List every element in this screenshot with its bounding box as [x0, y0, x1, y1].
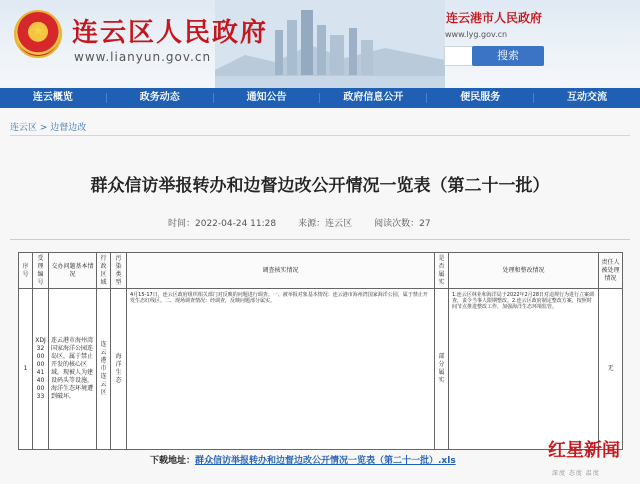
- cell-type: 海洋生态: [111, 289, 127, 450]
- col-header-result: 处理和整改情况: [449, 253, 599, 289]
- nav-item-news[interactable]: 政务动态: [139, 92, 180, 103]
- site-url: www.lianyun.gov.cn: [74, 50, 212, 64]
- cell-is-true: 部分属实: [435, 289, 449, 450]
- breadcrumb-current[interactable]: 边督边改: [50, 123, 87, 133]
- site-title[interactable]: 连云区人民政府: [72, 18, 269, 48]
- col-header-district: 行政区域: [97, 253, 111, 289]
- col-header-is-true: 是否属实: [435, 253, 449, 289]
- cell-accountability: 无: [599, 289, 623, 450]
- table-row: [19, 289, 623, 450]
- search-button[interactable]: 搜索: [472, 46, 544, 66]
- breadcrumb: [10, 120, 86, 133]
- cell-summary: 连云港市海州湾国家海洋公园连岛区，属于禁止开发的核心区域，现被人为建设码头等设施，海洋生态环境遭到破坏。: [49, 289, 97, 450]
- header-banner: [0, 0, 640, 88]
- watermark-tagline: 深度 态度 温度: [552, 470, 600, 477]
- divider: [10, 239, 630, 240]
- divider: [10, 135, 630, 136]
- cell-no: 1: [19, 289, 33, 450]
- col-header-type: 污染类型: [111, 253, 127, 289]
- download-label: 下载地址：: [150, 456, 196, 466]
- breadcrumb-home[interactable]: 连云区: [10, 123, 38, 133]
- cell-district: 连云港市连云区: [97, 289, 111, 450]
- cell-receipt-no: XDJ32000041400033: [33, 289, 49, 450]
- source: 来源：连云区: [298, 219, 353, 229]
- col-header-accountability: 责任人被处理情况: [599, 253, 623, 289]
- download-section: [150, 453, 456, 466]
- table-header-row: [19, 253, 623, 289]
- view-count: 阅读次数：27: [374, 219, 431, 229]
- main-nav: [0, 88, 640, 108]
- complaint-table: [18, 252, 623, 450]
- page-title: 群众信访举报转办和边督边改公开情况一览表（第二十一批）: [90, 176, 550, 196]
- nav-item-overview[interactable]: 连云概览: [32, 92, 73, 103]
- watermark-logo: 红星新闻: [548, 440, 620, 461]
- col-header-summary: 交办问题基本情况: [49, 253, 97, 289]
- cell-result: 1.连云区林业和海洋局于2022年2月28日对违规行为进行立案调查，责令当事人限期整改。2.连云区政府制定整改方案，按照时间节点推进整改工作，加强海洋生态环境监管。: [449, 289, 599, 450]
- nav-item-notices[interactable]: 通知公告: [246, 92, 287, 103]
- col-header-receipt-no: 受理编号: [33, 253, 49, 289]
- nav-item-interaction[interactable]: 互动交流: [567, 92, 608, 103]
- col-header-no: 序号: [19, 253, 33, 289]
- national-emblem-icon: ★: [14, 10, 62, 58]
- article-meta: [168, 216, 431, 229]
- city-gov-title[interactable]: 连云港市人民政府: [446, 11, 543, 25]
- nav-item-info-disclosure[interactable]: 政府信息公开: [343, 92, 404, 103]
- col-header-verification: 调查核实情况: [127, 253, 435, 289]
- publish-time: 时间：2022-04-24 11:28: [168, 219, 277, 229]
- breadcrumb-separator: >: [37, 123, 51, 133]
- nav-item-services[interactable]: 便民服务: [460, 92, 501, 103]
- city-gov-url: www.lyg.gov.cn: [445, 30, 508, 39]
- download-link[interactable]: 群众信访举报转办和边督边改公开情况一览表（第二十一批）.xls: [195, 456, 456, 466]
- cell-verification: 4月15-17日，连云区政府组织相关部门对反映的问题进行调查。一、被举报对象基本情况：连云港市海州湾国家海洋公园，属于禁止开发生态红线区。二、现场调查情况：经调查，反映问题部分属实。: [127, 289, 435, 450]
